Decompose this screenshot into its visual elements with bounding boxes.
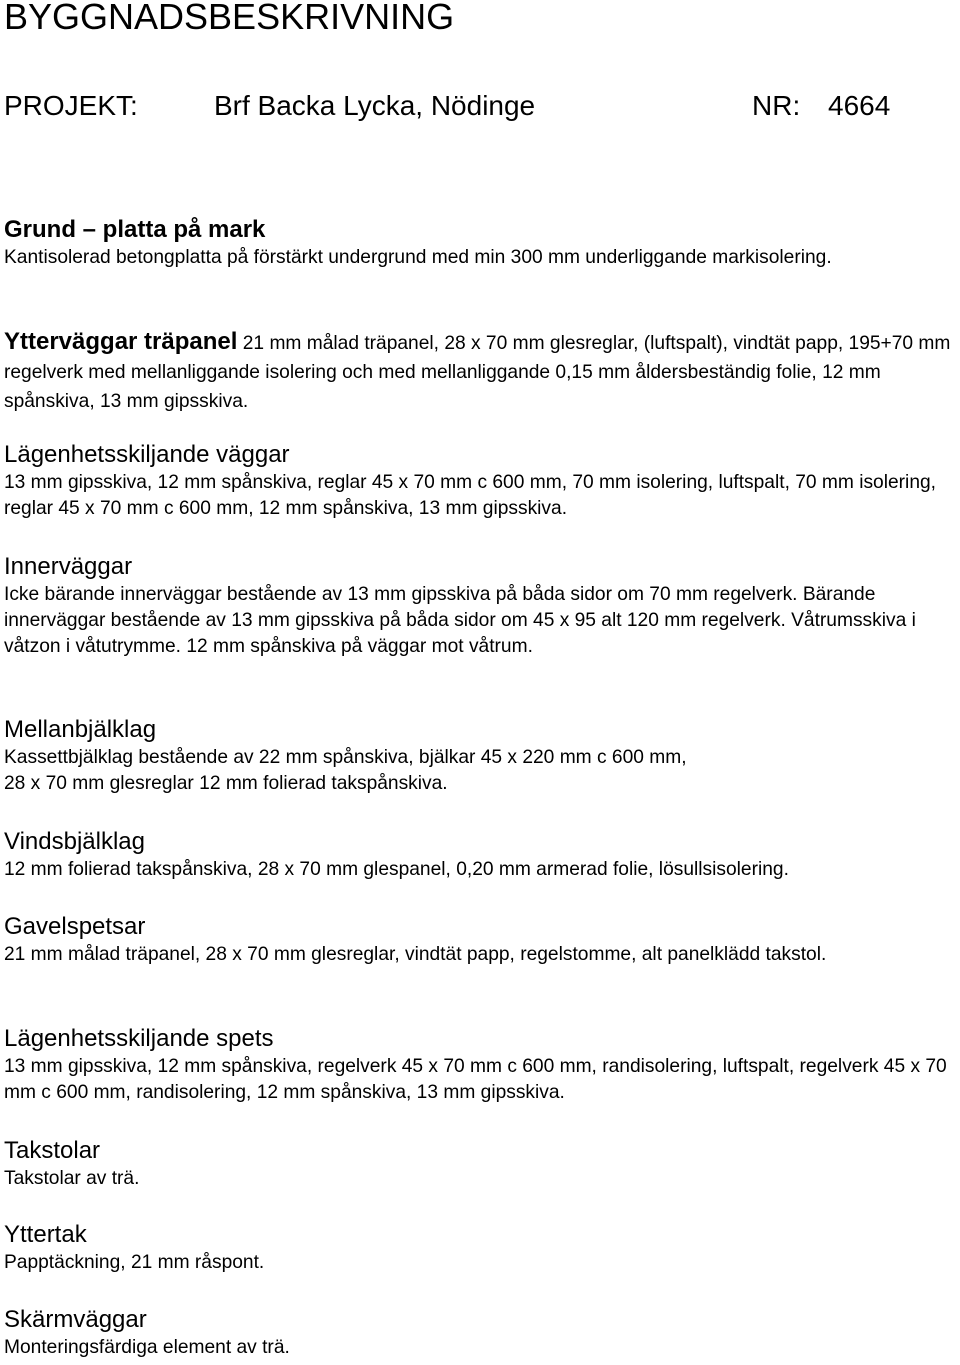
section-text-line-2: 28 x 70 mm glesreglar 12 mm folierad takspånskiva. bbox=[4, 773, 448, 794]
section-heading: Lägenhetsskiljande spets bbox=[4, 1025, 274, 1052]
section-text: Monteringsfärdiga element av trä. bbox=[4, 1337, 290, 1358]
section-paragraph bbox=[4, 327, 956, 416]
section-text: 12 mm folierad takspånskiva, 28 x 70 mm glespanel, 0,20 mm armerad folie, lösullsisolering. bbox=[4, 859, 789, 880]
section-heading: Lägenhetsskiljande väggar bbox=[4, 441, 290, 468]
project-number-value: 4664 bbox=[828, 90, 891, 121]
section-heading: Takstolar bbox=[4, 1137, 101, 1164]
section-text: Papptäckning, 21 mm råspont. bbox=[4, 1252, 265, 1273]
section-heading: Vindsbjälklag bbox=[4, 828, 145, 855]
section-takstolar bbox=[4, 1136, 958, 1192]
section-lagenhetsskiljande-spets bbox=[4, 1024, 958, 1106]
section-heading: Ytterväggar träpanel bbox=[4, 328, 238, 355]
document-title: BYGGNADSBESKRIVNING bbox=[4, 0, 455, 37]
section-text: Kantisolerad betongplatta på förstärkt undergrund med min 300 mm underliggande markisolering. bbox=[4, 247, 832, 268]
section-text: 21 mm målad träpanel, 28 x 70 mm glesreglar, vindtät papp, regelstomme, alt panelklädd takstol. bbox=[4, 944, 827, 965]
section-heading: Skärmväggar bbox=[4, 1306, 147, 1333]
section-heading: Gavelspetsar bbox=[4, 913, 146, 940]
section-heading: Mellanbjälklag bbox=[4, 716, 157, 743]
section-vindsbjalklag bbox=[4, 827, 958, 883]
section-heading: Grund – platta på mark bbox=[4, 216, 266, 243]
section-ytterväggar bbox=[4, 327, 958, 416]
section-text-line-1: Kassettbjälklag bestående av 22 mm spånskiva, bjälkar 45 x 220 mm c 600 mm, bbox=[4, 747, 687, 768]
section-text: 13 mm gipsskiva, 12 mm spånskiva, regelverk 45 x 70 mm c 600 mm, randisolering, luftspalt, regelverk 45 x 70 mm c 600 mm, randisolering, 12 mm spånskiva, 13 mm gipsskiva. bbox=[4, 1056, 947, 1103]
project-name: Brf Backa Lycka, Nödinge bbox=[214, 90, 536, 121]
project-label: PROJEKT: bbox=[4, 90, 138, 121]
project-row bbox=[0, 90, 960, 126]
section-yttertak bbox=[4, 1220, 958, 1276]
section-mellanbjalklag bbox=[4, 715, 958, 797]
section-text: Icke bärande innerväggar bestående av 13 mm gipsskiva på båda sidor om 70 mm regelverk. Bärande innerväggar bestående av 13 mm gipsskiva på båda sidor om 45 x 95 alt 120 mm regelverk. Våtrumsskiva i våtzon i våtutrymme. 12 mm spånskiva på väggar mot våtrum. bbox=[4, 584, 916, 657]
section-text: Takstolar av trä. bbox=[4, 1168, 140, 1189]
section-innervaggar bbox=[4, 552, 958, 660]
section-lagenhetsskiljande-vaggar bbox=[4, 440, 958, 522]
section-text: 13 mm gipsskiva, 12 mm spånskiva, reglar 45 x 70 mm c 600 mm, 70 mm isolering, luftspalt, 70 mm isolering, reglar 45 x 70 mm c 600 mm, 12 mm spånskiva, 13 mm gipsskiva. bbox=[4, 472, 936, 519]
section-heading: Innerväggar bbox=[4, 553, 133, 580]
section-heading: Yttertak bbox=[4, 1221, 87, 1248]
section-text: 21 mm målad träpanel, 28 x 70 mm glesreglar, (luftspalt), vindtät papp, 195+70 mm regelverk med mellanliggande isolering och med mellanliggande 0,15 mm åldersbeständig folie, 12 mm spånskiva, 13 mm gipsskiva. bbox=[4, 333, 951, 412]
section-grund bbox=[4, 215, 958, 271]
project-number-label: NR: bbox=[752, 90, 801, 121]
section-gavelspetsar bbox=[4, 912, 958, 968]
section-skarmvaggar bbox=[4, 1305, 958, 1361]
